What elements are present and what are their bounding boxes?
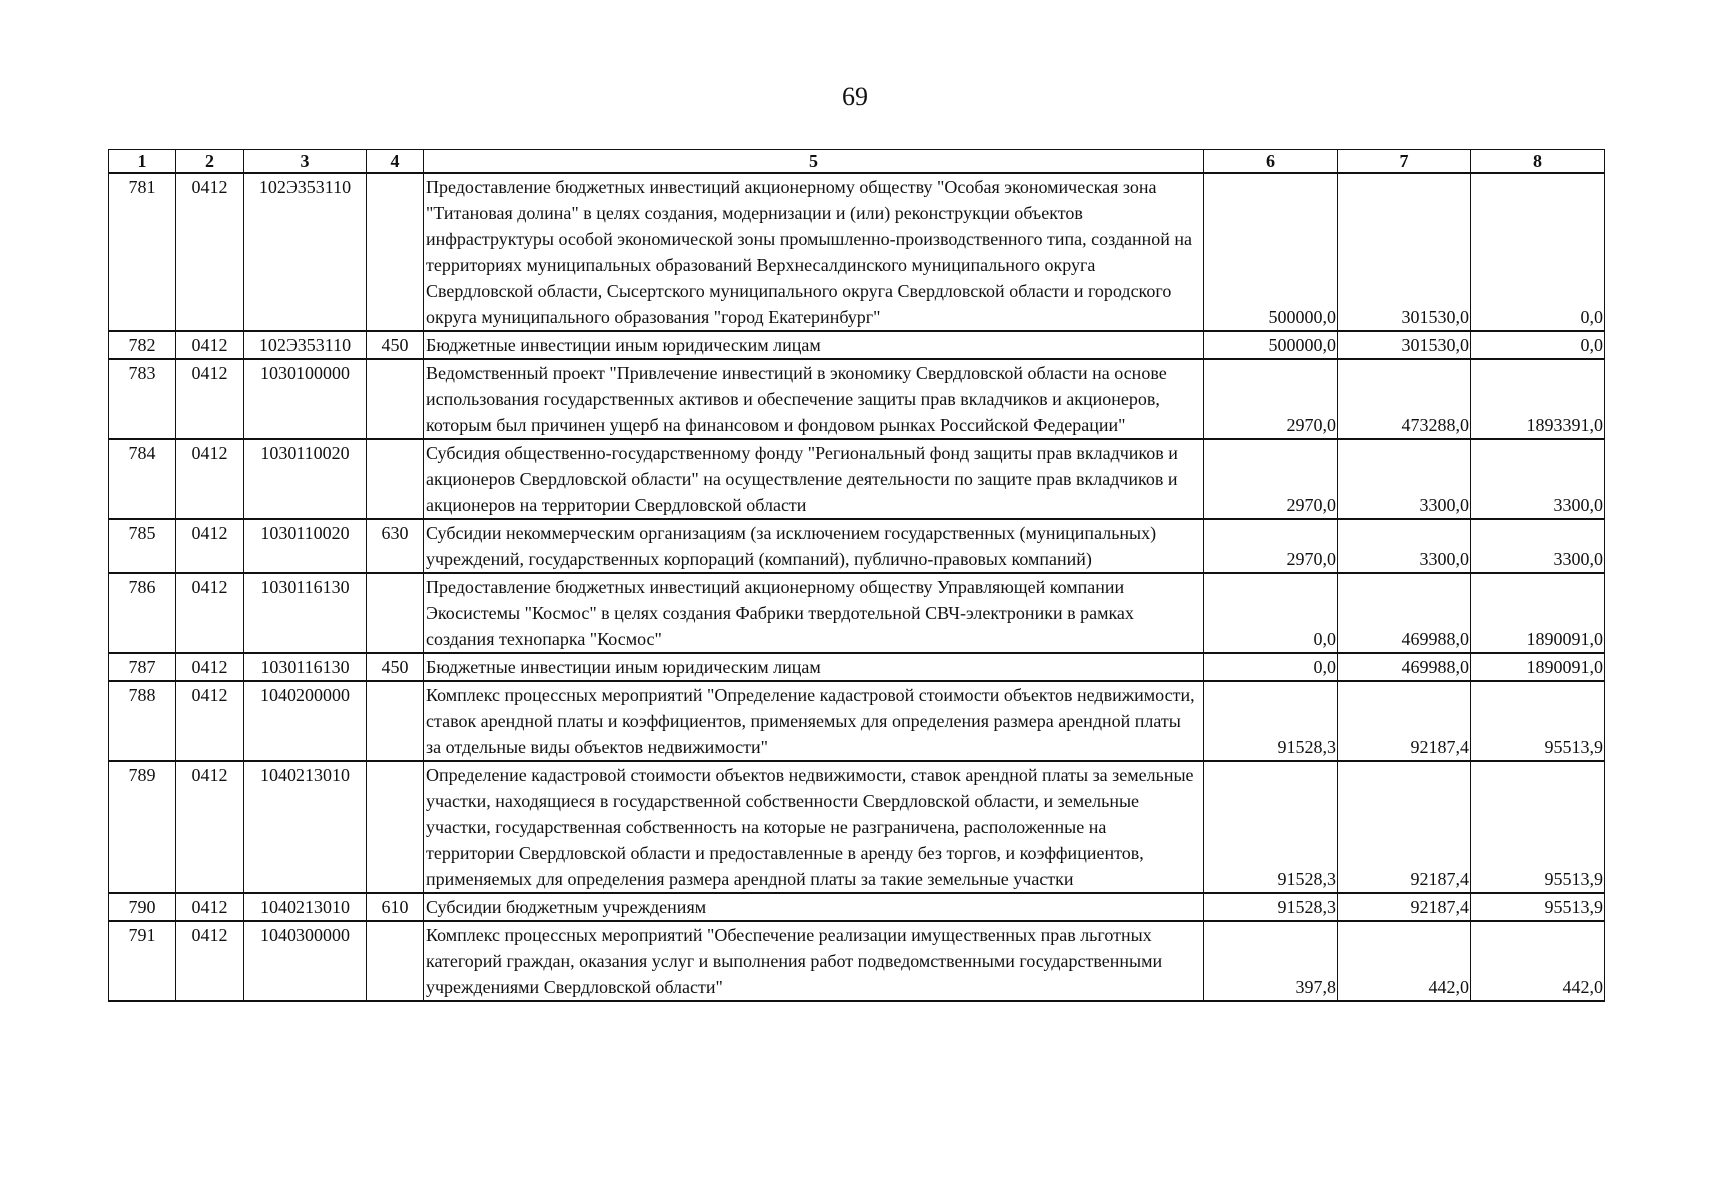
header-col-4: 4 <box>367 150 424 174</box>
row-number: 782 <box>109 331 176 359</box>
amount-col-6: 2970,0 <box>1204 519 1338 573</box>
description: Предоставление бюджетных инвестиций акционерному обществу "Особая экономическая зона "Титановая долина" в целях создания, модернизации и (или) реконструкции объектов инфраструктуры особой экономической зоны промышленно-производственного типа, созданной на территориях муниципальных образований Верхнесалдинского муниципального округа Свердловской области, Сысертского муниципального округа Свердловской области и городского округа муниципального образования "город Екатеринбург" <box>424 173 1204 331</box>
expense-type <box>367 573 424 653</box>
amount-col-7: 442,0 <box>1338 921 1471 1001</box>
header-col-1: 1 <box>109 150 176 174</box>
row-number: 788 <box>109 681 176 761</box>
row-number: 784 <box>109 439 176 519</box>
description: Субсидии некоммерческим организациям (за исключением государственных (муниципальных) учреждений, государственных корпораций (компаний), публично-правовых компаний) <box>424 519 1204 573</box>
target-code: 1030110020 <box>244 439 367 519</box>
table-row <box>109 519 1605 573</box>
row-number: 790 <box>109 893 176 921</box>
expense-type: 630 <box>367 519 424 573</box>
table-row <box>109 573 1605 653</box>
section-code: 0412 <box>176 761 244 893</box>
table-row <box>109 439 1605 519</box>
amount-col-8: 0,0 <box>1471 331 1605 359</box>
amount-col-8: 1890091,0 <box>1471 573 1605 653</box>
section-code: 0412 <box>176 173 244 331</box>
amount-col-7: 92187,4 <box>1338 893 1471 921</box>
header-col-8: 8 <box>1471 150 1605 174</box>
amount-col-6: 0,0 <box>1204 573 1338 653</box>
table-row <box>109 331 1605 359</box>
expense-type <box>367 921 424 1001</box>
description: Комплекс процессных мероприятий "Обеспечение реализации имущественных прав льготных категорий граждан, оказания услуг и выполнения работ подведомственными государственными учреждениями Свердловской области" <box>424 921 1204 1001</box>
amount-col-8: 442,0 <box>1471 921 1605 1001</box>
row-number: 787 <box>109 653 176 681</box>
row-number: 781 <box>109 173 176 331</box>
target-code: 1030110020 <box>244 519 367 573</box>
target-code: 102Э353110 <box>244 173 367 331</box>
description: Ведомственный проект "Привлечение инвестиций в экономику Свердловской области на основе использования государственных активов и обеспечение защиты прав вкладчиков и акционеров, которым был причинен ущерб на финансовом и фондовом рынках Российской Федерации" <box>424 359 1204 439</box>
target-code: 1040200000 <box>244 681 367 761</box>
amount-col-8: 95513,9 <box>1471 681 1605 761</box>
table-row <box>109 893 1605 921</box>
amount-col-6: 0,0 <box>1204 653 1338 681</box>
amount-col-7: 3300,0 <box>1338 519 1471 573</box>
target-code: 1030100000 <box>244 359 367 439</box>
expense-type: 450 <box>367 331 424 359</box>
amount-col-7: 301530,0 <box>1338 173 1471 331</box>
section-code: 0412 <box>176 921 244 1001</box>
amount-col-8: 3300,0 <box>1471 439 1605 519</box>
table-row <box>109 761 1605 893</box>
amount-col-7: 469988,0 <box>1338 573 1471 653</box>
amount-col-7: 301530,0 <box>1338 331 1471 359</box>
row-number: 789 <box>109 761 176 893</box>
amount-col-6: 397,8 <box>1204 921 1338 1001</box>
section-code: 0412 <box>176 519 244 573</box>
expense-type: 610 <box>367 893 424 921</box>
amount-col-6: 91528,3 <box>1204 893 1338 921</box>
description: Бюджетные инвестиции иным юридическим лицам <box>424 653 1204 681</box>
target-code: 1030116130 <box>244 573 367 653</box>
header-col-7: 7 <box>1338 150 1471 174</box>
amount-col-8: 1890091,0 <box>1471 653 1605 681</box>
expense-type <box>367 173 424 331</box>
amount-col-8: 95513,9 <box>1471 761 1605 893</box>
amount-col-6: 500000,0 <box>1204 173 1338 331</box>
header-col-3: 3 <box>244 150 367 174</box>
expense-type <box>367 761 424 893</box>
amount-col-7: 469988,0 <box>1338 653 1471 681</box>
row-number: 791 <box>109 921 176 1001</box>
expense-type <box>367 681 424 761</box>
table-row <box>109 681 1605 761</box>
header-col-6: 6 <box>1204 150 1338 174</box>
row-number: 783 <box>109 359 176 439</box>
expense-type <box>367 359 424 439</box>
description: Бюджетные инвестиции иным юридическим лицам <box>424 331 1204 359</box>
amount-col-8: 3300,0 <box>1471 519 1605 573</box>
description: Комплекс процессных мероприятий "Определение кадастровой стоимости объектов недвижимости, ставок арендной платы и коэффициентов, применяемых для определения размера арендной платы за отдельные виды объектов недвижимости" <box>424 681 1204 761</box>
description: Субсидии бюджетным учреждениям <box>424 893 1204 921</box>
row-number: 786 <box>109 573 176 653</box>
amount-col-7: 92187,4 <box>1338 761 1471 893</box>
amount-col-6: 2970,0 <box>1204 439 1338 519</box>
amount-col-8: 95513,9 <box>1471 893 1605 921</box>
table-row <box>109 173 1605 331</box>
page-number: 69 <box>842 82 868 111</box>
amount-col-7: 92187,4 <box>1338 681 1471 761</box>
budget-table <box>108 149 1605 1002</box>
amount-col-6: 2970,0 <box>1204 359 1338 439</box>
description: Определение кадастровой стоимости объектов недвижимости, ставок арендной платы за земельные участки, находящиеся в государственной собственности Свердловской области, и земельные участки, государственная собственность на которые не разграничена, расположенные на территории Свердловской области и предоставленные в аренду без торгов, и коэффициентов, применяемых для определения размера арендной платы за такие земельные участки <box>424 761 1204 893</box>
amount-col-6: 91528,3 <box>1204 761 1338 893</box>
target-code: 1040213010 <box>244 761 367 893</box>
amount-col-7: 473288,0 <box>1338 359 1471 439</box>
amount-col-8: 1893391,0 <box>1471 359 1605 439</box>
table-row <box>109 653 1605 681</box>
table-header-row <box>109 150 1605 174</box>
expense-type <box>367 439 424 519</box>
target-code: 1040300000 <box>244 921 367 1001</box>
target-code: 102Э353110 <box>244 331 367 359</box>
description: Субсидия общественно-государственному фонду "Региональный фонд защиты прав вкладчиков и акционеров Свердловской области" на осуществление деятельности по защите прав вкладчиков и акционеров на территории Свердловской области <box>424 439 1204 519</box>
header-col-5: 5 <box>424 150 1204 174</box>
section-code: 0412 <box>176 681 244 761</box>
section-code: 0412 <box>176 359 244 439</box>
section-code: 0412 <box>176 439 244 519</box>
expense-type: 450 <box>367 653 424 681</box>
amount-col-6: 500000,0 <box>1204 331 1338 359</box>
target-code: 1030116130 <box>244 653 367 681</box>
target-code: 1040213010 <box>244 893 367 921</box>
section-code: 0412 <box>176 893 244 921</box>
amount-col-8: 0,0 <box>1471 173 1605 331</box>
table-row <box>109 359 1605 439</box>
row-number: 785 <box>109 519 176 573</box>
description: Предоставление бюджетных инвестиций акционерному обществу Управляющей компании Экосистемы "Космос" в целях создания Фабрики твердотельной СВЧ-электроники в рамках создания технопарка "Космос" <box>424 573 1204 653</box>
amount-col-6: 91528,3 <box>1204 681 1338 761</box>
section-code: 0412 <box>176 653 244 681</box>
section-code: 0412 <box>176 331 244 359</box>
amount-col-7: 3300,0 <box>1338 439 1471 519</box>
section-code: 0412 <box>176 573 244 653</box>
table-row <box>109 921 1605 1001</box>
header-col-2: 2 <box>176 150 244 174</box>
